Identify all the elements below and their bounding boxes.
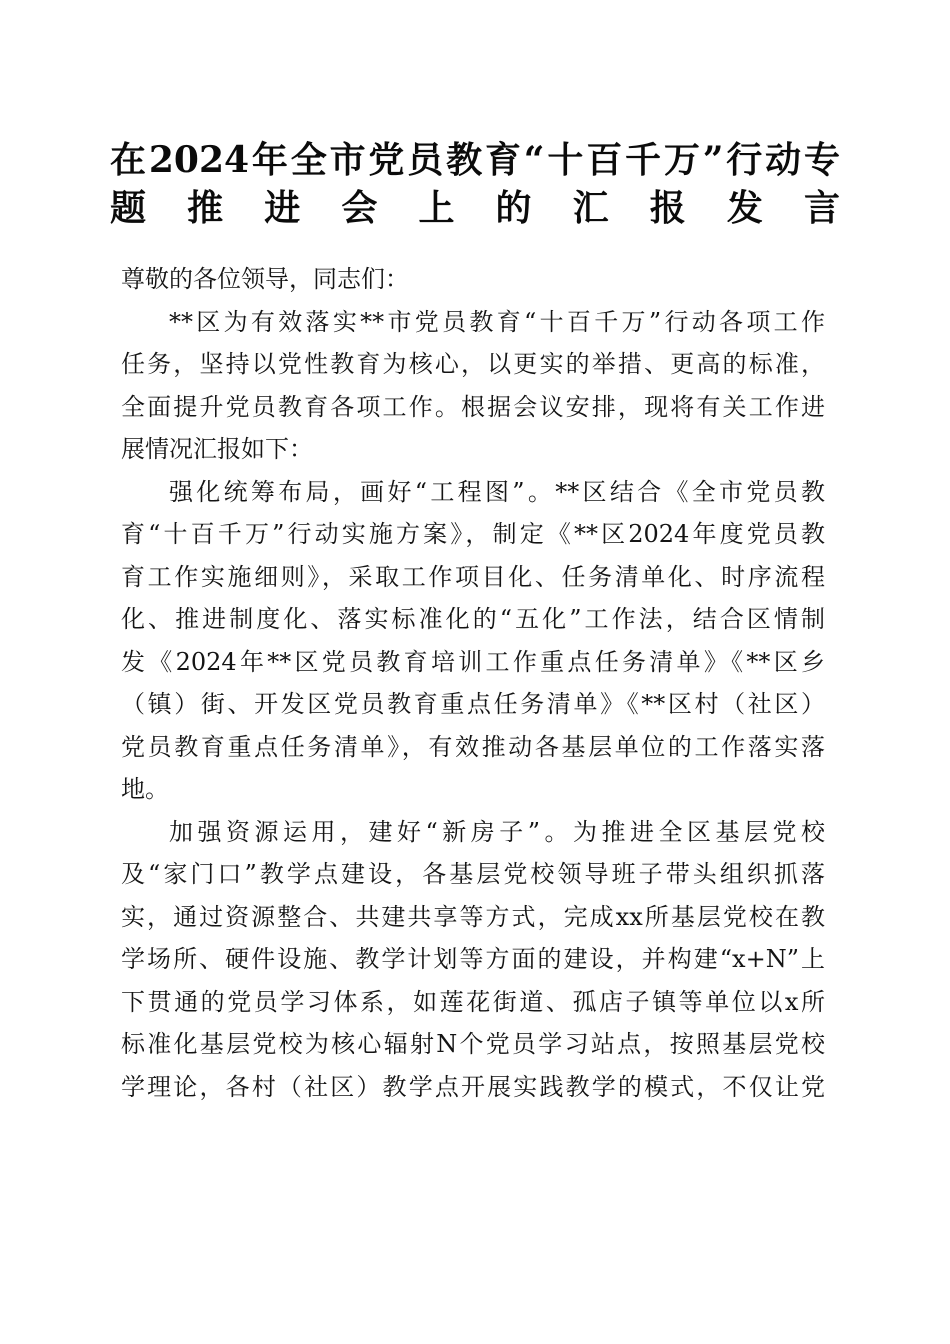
text-line: 发《2024年**区党员教育培训工作重点任务清单》《**区乡 <box>121 647 825 676</box>
salutation <box>121 258 825 301</box>
text-line: 展情况汇报如下： <box>121 435 313 463</box>
text-line: 化、推进制度化、落实标准化的“五化”工作法，结合区情制 <box>121 605 825 633</box>
text-line: 地。 <box>121 775 169 803</box>
text-line: 实，通过资源整合、共建共享等方式，完成xx所基层党校在教 <box>121 902 825 931</box>
document-title <box>110 136 840 232</box>
text-line: 下贯通的党员学习体系，如莲花街道、孤店子镇等单位以x所 <box>121 987 825 1016</box>
text-line: 任务，坚持以党性教育为核心，以更实的举措、更高的标准， <box>121 350 825 378</box>
title-line: 题推进会上的汇报发言 <box>110 187 840 229</box>
text-line: **区为有效落实**市党员教育“十百千万”行动各项工作 <box>169 307 825 336</box>
text-line: 学场所、硬件设施、教学计划等方面的建设，并构建“x+N”上 <box>121 945 825 973</box>
title-line: 在2024年全市党员教育“十百千万”行动专 <box>110 139 840 181</box>
salutation-line: 尊敬的各位领导，同志们： <box>121 265 409 293</box>
text-line: 育工作实施细则》，采取工作项目化、任务清单化、时序流程 <box>121 562 825 591</box>
text-line: 及“家门口”教学点建设，各基层党校领导班子带头组织抓落 <box>121 860 825 888</box>
paragraph-intro <box>121 301 825 471</box>
text-line: 学理论，各村（社区）教学点开展实践教学的模式，不仅让党 <box>121 1072 825 1101</box>
text-line: （镇）街、开发区党员教育重点任务清单》《**区村（社区） <box>121 690 825 718</box>
paragraph-planning <box>121 471 825 811</box>
document-body <box>121 258 825 1108</box>
paragraph-resources <box>121 811 825 1109</box>
text-line: 党员教育重点任务清单》，有效推动各基层单位的工作落实落 <box>121 732 825 761</box>
text-line: 全面提升党员教育各项工作。根据会议安排，现将有关工作进 <box>121 392 825 421</box>
text-line: 强化统筹布局，画好“工程图”。**区结合《全市党员教 <box>169 477 825 506</box>
text-line: 加强资源运用，建好“新房子”。为推进全区基层党校 <box>169 817 825 846</box>
text-line: 育“十百千万”行动实施方案》，制定《**区2024年度党员教 <box>121 520 825 548</box>
text-line: 标准化基层党校为核心辐射N个党员学习站点，按照基层党校 <box>121 1030 825 1058</box>
